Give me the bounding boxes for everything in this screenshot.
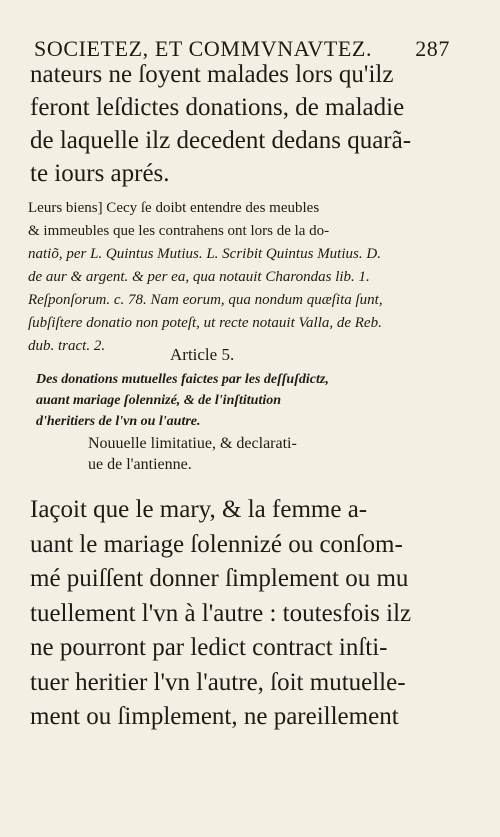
text-line: ment ou ſimplement, ne pareillement — [30, 703, 399, 730]
note-line: Reſponſorum. c. 78. Nam eorum, qua nondum quæſita ſunt, — [28, 292, 383, 308]
text-line: uant le mariage ſolennizé ou conſom- — [30, 530, 403, 558]
note-line: & immeubles que les contrahens ont lors de la do- — [28, 223, 330, 239]
note-line: de aur & argent. & per ea, qua notauit Charondas lib. 1. — [28, 269, 370, 285]
summary-line: Des donations mutuelles faictes par les deſſuſdictz, — [36, 372, 329, 387]
commentary-note — [28, 197, 468, 358]
text-line: tuer heritier l'vn l'autre, ſoit mutuelle- — [30, 668, 406, 696]
main-text-paragraph-1 — [30, 58, 460, 190]
text-line: feront leſdictes donations, de maladie — [30, 94, 405, 121]
article-summary — [36, 369, 456, 432]
page-number: 287 — [415, 36, 450, 61]
running-title: SOCIETEZ, ET COMMVNAVTEZ. — [34, 36, 373, 61]
text-line: nateurs ne ſoyent malades lors qu'ilz — [30, 61, 394, 88]
article-heading: Article 5. — [170, 345, 235, 364]
note-line: dub. tract. 2. — [28, 338, 106, 354]
summary-line: auant mariage ſolennizé, & de l'inſtitution — [36, 393, 282, 408]
note-line: Leurs biens] Cecy ſe doibt entendre des meubles — [28, 200, 320, 216]
text-line: te iours aprés. — [30, 160, 170, 187]
text-line: ne pourront par ledict contract inſti- — [30, 634, 388, 661]
limitation-line: ue de l'antienne. — [88, 456, 192, 473]
text-line: tuellement l'vn à l'autre : toutesfois ilz — [30, 599, 412, 627]
text-line: de laquelle ilz decedent dedans quarã- — [30, 127, 412, 154]
article-limitation-note — [88, 433, 388, 475]
text-line: mé puiſſent donner ſimplement ou mu — [30, 565, 409, 592]
note-line: natiõ, per L. Quintus Mutius. L. Scribit Quintus Mutius. D. — [28, 246, 381, 262]
text-line: Iaçoit que le mary, & la femme a- — [30, 496, 368, 523]
main-text-paragraph-2 — [30, 493, 470, 735]
summary-line: d'heritiers de l'vn ou l'autre. — [36, 414, 201, 429]
note-line: ſubſiſtere donatio non poteſt, ut recte notauit Valla, de Reb. — [28, 315, 382, 331]
limitation-line: Nouuelle limitatiue, & declarati- — [88, 435, 297, 452]
